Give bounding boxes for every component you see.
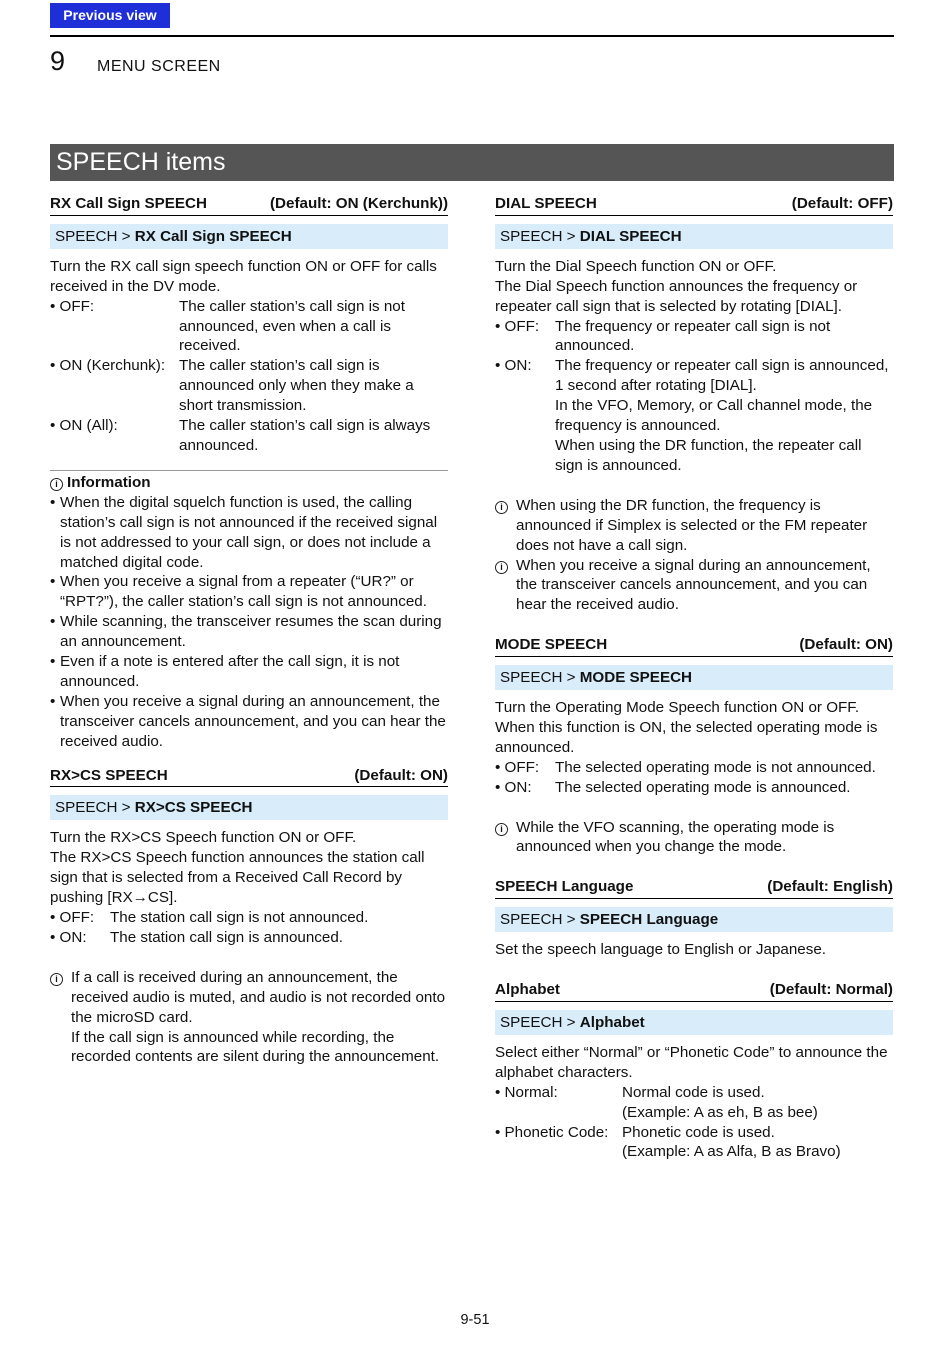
- bullet: •: [50, 573, 56, 591]
- menu-path-prefix: SPEECH >: [500, 911, 580, 929]
- option-label: • OFF:: [495, 758, 540, 776]
- item-default: (Default: ON): [354, 766, 448, 784]
- list-item: [50, 652, 448, 692]
- item-description-2: The RX>CS Speech function announces the station call sign that is selected from a Received Call Record by pushing [RX→CS].: [50, 849, 425, 907]
- menu-path-prefix: SPEECH >: [55, 799, 135, 817]
- option-text-line: The frequency or repeater call sign is announced, 1 second after rotating [DIAL].: [555, 357, 889, 395]
- bullet: •: [50, 653, 56, 671]
- information-icon: i: [50, 973, 63, 986]
- option-label: • OFF:: [50, 297, 95, 315]
- item-default: (Default: Normal): [769, 981, 893, 999]
- option-text: [622, 1083, 893, 1123]
- option-text: The caller station’s call sign is not announced, even when a call is received.: [179, 297, 405, 355]
- option-row: [50, 297, 448, 357]
- item-title: RX Call Sign SPEECH: [50, 195, 207, 212]
- option-label: • ON:: [50, 928, 87, 946]
- option-text-line: Normal code is used.: [622, 1083, 765, 1101]
- option-text: The selected operating mode is not announced.: [555, 758, 876, 776]
- menu-path-item: RX>CS SPEECH: [134, 799, 253, 817]
- option-row: [50, 908, 448, 928]
- option-example: (Example: A as eh, B as bee): [622, 1103, 818, 1121]
- menu-path: [495, 1010, 893, 1035]
- item-description: Turn the Dial Speech function ON or OFF.: [495, 257, 777, 275]
- previous-view-button[interactable]: Previous view: [50, 3, 170, 28]
- item-title: RX>CS SPEECH: [50, 766, 168, 784]
- menu-path: [495, 665, 893, 690]
- option-row: [495, 778, 893, 798]
- option-row: [495, 1123, 893, 1163]
- option-label: • Phonetic Code:: [495, 1123, 609, 1141]
- item-description: Select either “Normal” or “Phonetic Code” to announce the alphabet characters.: [495, 1043, 888, 1081]
- option-row: [495, 356, 893, 475]
- information-icon: i: [50, 478, 63, 491]
- list-item-text: When you receive a signal from a repeater (“UR?” or “RPT?”), the caller station’s call sign is not announced.: [60, 573, 427, 611]
- item-default: (Default: ON): [799, 636, 893, 654]
- rxcs-speech-heading: [50, 766, 448, 788]
- note: [495, 496, 893, 556]
- note-text: When you receive a signal during an announcement, the transceiver cancels announcement, and you can hear the received audio.: [516, 556, 871, 614]
- speech-language-heading: [495, 877, 893, 899]
- list-item: [50, 612, 448, 652]
- header-rule: [50, 35, 894, 37]
- item-default: (Default: OFF): [791, 195, 893, 212]
- menu-path: [50, 224, 448, 249]
- menu-path-item: DIAL SPEECH: [579, 227, 682, 245]
- information-heading: [50, 473, 448, 493]
- page-number: 9-51: [460, 1312, 490, 1328]
- alphabet-heading: [495, 980, 893, 1002]
- menu-path: [50, 795, 448, 820]
- list-item: [50, 692, 448, 752]
- option-row: [495, 1083, 893, 1123]
- menu-path: [495, 224, 893, 249]
- option-label: • ON (Kerchunk):: [50, 357, 166, 375]
- item-title: SPEECH Language: [495, 878, 634, 896]
- left-column: [50, 194, 448, 1067]
- option-text-line: When using the DR function, the repeater call sign is announced.: [555, 436, 862, 474]
- item-description-2: When this function is ON, the selected operating mode is announced.: [495, 718, 878, 756]
- option-row: [495, 317, 893, 357]
- option-text: [622, 1123, 893, 1163]
- option-text: The station call sign is not announced.: [110, 909, 369, 926]
- list-item: [50, 493, 448, 573]
- note: [50, 968, 448, 1068]
- right-column: [495, 194, 893, 1162]
- option-example: (Example: A as Alfa, B as Bravo): [622, 1143, 841, 1161]
- bullet: •: [50, 613, 56, 631]
- item-title: Alphabet: [495, 981, 560, 999]
- option-row: [50, 356, 448, 416]
- item-title: DIAL SPEECH: [495, 195, 597, 212]
- option-label: • ON:: [495, 778, 532, 796]
- chapter-title: MENU SCREEN: [97, 58, 221, 75]
- note-text: If a call is received during an announcement, the received audio is muted, and audio is not recorded onto the microSD card.: [71, 968, 446, 1026]
- option-text-line: Phonetic code is used.: [622, 1123, 775, 1141]
- option-label: • Normal:: [495, 1083, 558, 1101]
- option-text: The caller station’s call sign is announced only when they make a short transmission.: [179, 357, 414, 415]
- section-title-bar: [50, 144, 894, 181]
- item-title: MODE SPEECH: [495, 636, 608, 654]
- item-description: Turn the RX call sign speech function ON or OFF for calls received in the DV mode.: [50, 257, 437, 295]
- item-description: Turn the Operating Mode Speech function ON or OFF.: [495, 699, 860, 717]
- rx-call-sign-heading: [50, 194, 448, 216]
- item-default: (Default: English): [767, 878, 893, 896]
- option-text: The caller station’s call sign is always announced.: [179, 417, 431, 454]
- option-row: [50, 928, 448, 948]
- option-label: • ON (All):: [50, 417, 118, 435]
- option-label: • ON:: [495, 357, 532, 375]
- bullet: •: [50, 692, 56, 710]
- menu-path: [495, 907, 893, 932]
- dial-speech-heading: [495, 194, 893, 216]
- list-item-text: Even if a note is entered after the call sign, it is not announced.: [60, 653, 400, 690]
- section-title: SPEECH items: [56, 148, 226, 176]
- mode-speech-heading: [495, 635, 893, 657]
- menu-path-item: SPEECH Language: [579, 911, 719, 929]
- information-icon: i: [495, 823, 508, 836]
- menu-path-prefix: SPEECH >: [500, 669, 580, 687]
- information-icon: i: [495, 561, 508, 574]
- list-item-text: When the digital squelch function is used, the calling station’s call sign is not announced if the received signal is not addressed to your call sign, or does not include a matched digital code.: [60, 493, 438, 571]
- item-description: Set the speech language to English or Japanese.: [495, 941, 826, 959]
- menu-path-item: MODE SPEECH: [579, 669, 693, 687]
- info-divider: [50, 470, 448, 471]
- menu-path-prefix: SPEECH >: [55, 227, 135, 245]
- note-text: If the call sign is announced while recording, the recorded contents are silent during the announcement.: [71, 1028, 440, 1066]
- option-text: The selected operating mode is announced.: [555, 778, 851, 796]
- option-row: [495, 758, 893, 778]
- list-item: [50, 572, 448, 612]
- chapter-number: 9: [50, 46, 66, 76]
- item-description: Turn the RX>CS Speech function ON or OFF.: [50, 829, 357, 847]
- item-default: (Default: ON (Kerchunk)): [269, 195, 448, 212]
- option-text: [555, 356, 893, 475]
- menu-path-item: RX Call Sign SPEECH: [134, 227, 292, 245]
- option-text-line: In the VFO, Memory, or Call channel mode, the frequency is announced.: [555, 397, 873, 435]
- note-text: When using the DR function, the frequency is announced if Simplex is selected or the FM repeater does not have a call sign.: [516, 496, 868, 554]
- information-icon: i: [495, 501, 508, 514]
- note-text: While the VFO scanning, the operating mode is announced when you change the mode.: [516, 818, 835, 856]
- information-title: Information: [67, 473, 151, 491]
- menu-path-prefix: SPEECH >: [500, 1014, 580, 1031]
- bullet: •: [50, 493, 56, 511]
- option-row: [50, 416, 448, 456]
- note: [495, 818, 893, 858]
- option-label: • OFF:: [50, 909, 95, 926]
- option-label: • OFF:: [495, 317, 540, 335]
- note: [495, 556, 893, 616]
- menu-path-item: Alphabet: [579, 1014, 645, 1031]
- option-text: The frequency or repeater call sign is not announced.: [555, 317, 831, 355]
- list-item-text: When you receive a signal during an announcement, the transceiver cancels announcement, and you can hear the received audio.: [60, 692, 446, 750]
- menu-path-prefix: SPEECH >: [500, 227, 580, 245]
- list-item-text: While scanning, the transceiver resumes the scan during an announcement.: [60, 613, 442, 651]
- option-text: The station call sign is announced.: [110, 928, 344, 946]
- item-description-2: The Dial Speech function announces the frequency or repeater call sign that is selected by rotating [DIAL].: [495, 277, 858, 315]
